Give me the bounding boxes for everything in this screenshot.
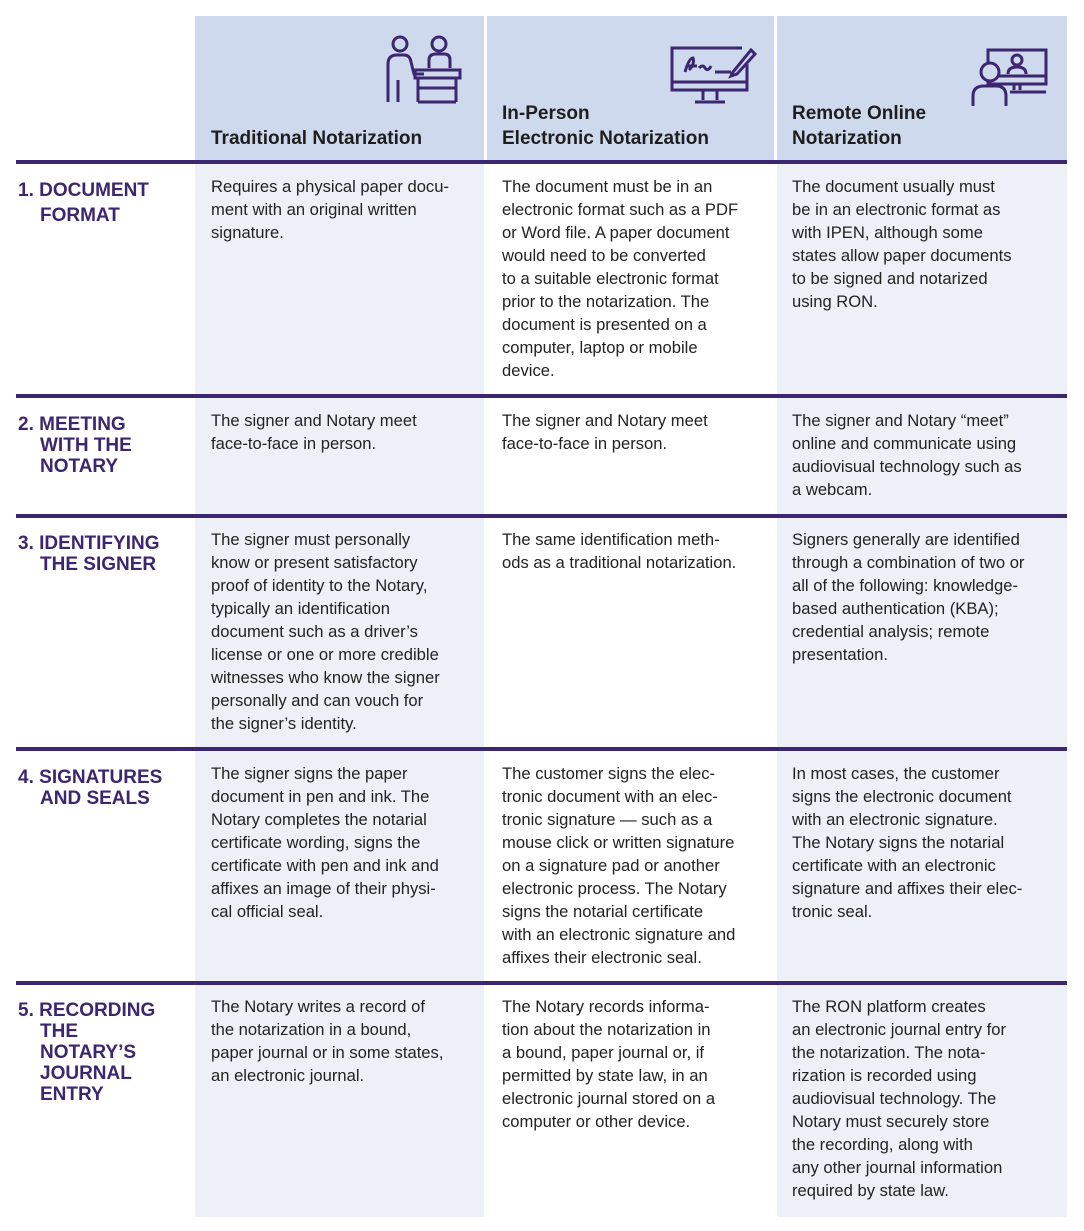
cell-ron-journal: The RON platform creates an electronic journal entry for the notarization. The nota- rization is recorded using audiovisual technology. The Notary must securely store the recording, along with any other journal information required by state law.: [792, 997, 1006, 1200]
cell-ron-signatures: In most cases, the customer signs the electronic document with an electronic signature. The Notary signs the notarial certificate with an electronic signature and affixes their elec- tronic seal.: [792, 764, 1023, 921]
column-title-ron: Remote Online Notarization: [792, 103, 927, 149]
row-divider: [16, 747, 1067, 751]
row-divider: [16, 394, 1067, 398]
cell-ipen-document-format: The document must be in an electronic format such as a PDF or Word file. A paper document would need to be converted to a suitable electronic format prior to the notarization. The document is presented on a computer, laptop or mobile device.: [502, 177, 739, 380]
cell-traditional-signatures: The signer signs the paper document in pen and ink. The Notary completes the notarial certificate wording, signs the certificate with pen and ink and affixes an image of their physi- cal official seal.: [211, 764, 439, 921]
cell-ipen-identifying: The same identification meth- ods as a traditional notarization.: [502, 530, 737, 572]
row-divider: [16, 981, 1067, 985]
row-label-signatures-seals: 4. SIGNATURES AND SEALS: [18, 767, 163, 809]
cell-traditional-meeting: The signer and Notary meet face-to-face in person.: [211, 411, 417, 453]
in-person-meeting-icon: [384, 34, 462, 108]
video-call-icon: [970, 46, 1050, 108]
monitor-signature-icon: [667, 42, 757, 110]
cell-traditional-document-format: Requires a physical paper docu- ment with an original written signature.: [211, 177, 449, 242]
cell-ron-identifying: Signers generally are identified through a combination of two or all of the following: knowledge- based authentication (KBA); credential analysis; remote presentation.: [792, 530, 1025, 664]
row-label-meeting-with-notary: 2. MEETING WITH THE NOTARY: [18, 414, 132, 477]
row-divider: [16, 160, 1067, 164]
cell-ipen-journal: The Notary records informa- tion about the notarization in a bound, paper journal or, if permitted by state law, in an electronic journal stored on a computer or other device.: [502, 997, 716, 1131]
row-label-journal-entry: 5. RECORDING THE NOTARY’S JOURNAL ENTRY: [18, 1000, 156, 1105]
column-title-ipen: In-Person Electronic Notarization: [502, 103, 709, 149]
row-divider: [16, 514, 1067, 518]
cell-ron-document-format: The document usually must be in an electronic format as with IPEN, although some states allow paper documents to be signed and notarized using RON.: [792, 177, 1012, 311]
cell-ipen-meeting: The signer and Notary meet face-to-face in person.: [502, 411, 708, 453]
cell-traditional-journal: The Notary writes a record of the notarization in a bound, paper journal or in some states, an electronic journal.: [211, 997, 444, 1085]
cell-ipen-signatures: The customer signs the elec- tronic document with an elec- tronic signature — such as a mouse click or written signature on a signature pad or another electronic process. The Notary signs the notarial certificate with an electronic signature and affixes their electronic seal.: [502, 764, 736, 967]
cell-ron-meeting: The signer and Notary “meet” online and communicate using audiovisual technology such as a webcam.: [792, 411, 1022, 499]
row-label-identifying-signer: 3. IDENTIFYING THE SIGNER: [18, 533, 160, 575]
column-title-traditional: Traditional Notarization: [211, 128, 423, 149]
row-label-document-format: 1. DOCUMENT FORMAT: [18, 180, 149, 226]
cell-traditional-identifying: The signer must personally know or present satisfactory proof of identity to the Notary, typically an identification document such as a driver’s license or one or more credible witnesses who know the signer personally and can vouch for the signer’s identity.: [211, 530, 440, 733]
